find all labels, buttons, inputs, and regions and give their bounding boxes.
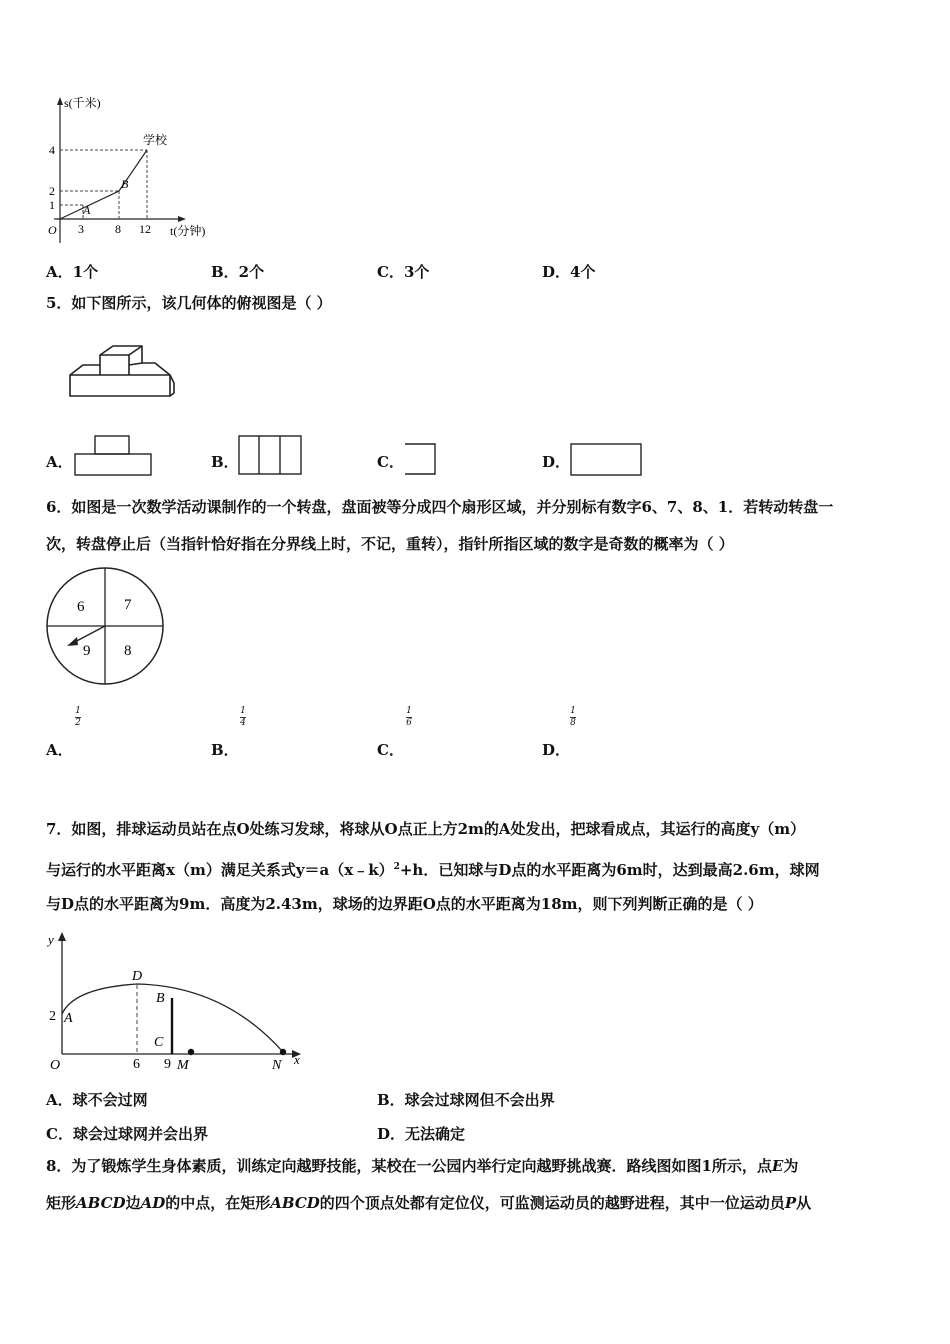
spinner-number: 6 — [77, 599, 85, 615]
fraction — [568, 707, 578, 728]
question-7-text: +h．已知球与D点的水平距离为6m时，达到最高2.6m，球网 — [399, 861, 820, 879]
x-tick-9: 9 — [164, 1057, 171, 1072]
point-c-label: C — [154, 1035, 164, 1050]
point-p: P — [784, 1194, 797, 1212]
numerator: 1 — [406, 706, 412, 716]
point-m-label: M — [177, 1058, 189, 1073]
question-7-line-1: 7．如图，排球运动员站在点O处练习发球，将球从O点正上方2m的A处发出，把球看成点，其运行的高度y（m） — [46, 820, 806, 838]
question-8-text: 8．为了锻炼学生身体素质，训练定向越野技能，某校在一公园内举行定向越野挑战赛．路线图如图1所示，点 — [46, 1157, 772, 1175]
q5-option-b[interactable]: B． — [211, 453, 239, 471]
point-a-label: A — [83, 203, 91, 217]
distance-line — [60, 150, 147, 219]
x-axis-label: t(分钟) — [170, 224, 206, 238]
point-a-label: A — [64, 1011, 73, 1026]
x-label: x — [294, 1052, 300, 1067]
y-axis-arrow — [57, 97, 63, 105]
spinner-number: 8 — [124, 643, 132, 659]
spinner-number: 9 — [83, 643, 91, 659]
option-b-shape — [238, 435, 304, 477]
spinner-number: 7 — [124, 597, 132, 613]
option-b[interactable]: B．2个 — [211, 263, 265, 281]
x-tick-12: 12 — [139, 222, 151, 236]
question-6-line-1: 6．如图是一次数学活动课制作的一个转盘，盘面被等分成四个扇形区域，并分别标有数字6、7、8、1．若转动转盘一 — [46, 498, 834, 516]
fraction — [238, 707, 248, 728]
q6-option-c[interactable]: C． — [377, 741, 404, 759]
superscript: 2 — [393, 862, 400, 872]
denominator: 2 — [75, 718, 81, 728]
x-tick-3: 3 — [78, 222, 84, 236]
question-6-line-2: 次，转盘停止后（当指针恰好指在分界线上时，不记，重转），指针所指区域的数字是奇数的概率为（ ） — [46, 535, 734, 553]
q6-option-b[interactable]: B． — [211, 741, 239, 759]
question-7-line-3: 与D点的水平距离为9m．高度为2.43m，球场的边界距O点的水平距离为18m，则下列判断正确的是（ ） — [46, 895, 763, 913]
origin-label: O — [50, 1058, 61, 1073]
x-tick-6: 6 — [133, 1057, 140, 1072]
point-b-label: B — [156, 991, 165, 1006]
question-8-text: 的中点，在矩形 — [165, 1194, 271, 1212]
school-label: 学校 — [143, 133, 168, 147]
origin-label: O — [48, 223, 57, 237]
pointer-arrow-icon — [67, 637, 78, 646]
question-5-text: 5．如下图所示，该几何体的俯视图是（ ） — [46, 294, 332, 312]
question-8-line-2 — [46, 1185, 811, 1222]
option-d-shape — [570, 443, 644, 477]
q6-option-d[interactable]: D． — [542, 741, 571, 759]
side-name: AD — [140, 1194, 166, 1212]
numerator: 1 — [570, 706, 576, 716]
option-a-shape — [74, 435, 154, 477]
q7-option-c[interactable]: C．球会过球网并会出界 — [46, 1125, 208, 1143]
q5-option-c[interactable]: C． — [377, 453, 404, 471]
point-m — [188, 1049, 194, 1055]
a-value: 2 — [49, 1009, 56, 1024]
numerator: 1 — [75, 706, 81, 716]
volleyball-graph — [44, 928, 314, 1078]
x-tick-8: 8 — [115, 222, 121, 236]
q7-option-a[interactable]: A．球不会过网 — [46, 1091, 148, 1109]
q5-option-a[interactable]: A． — [46, 453, 73, 471]
option-c[interactable]: C．3个 — [377, 263, 430, 281]
question-8-text: 为 — [783, 1157, 799, 1175]
y-tick-4: 4 — [49, 143, 55, 157]
rect-name: ABCD — [76, 1194, 126, 1212]
option-d[interactable]: D．4个 — [542, 263, 596, 281]
spinner-figure — [44, 565, 172, 691]
q7-option-b[interactable]: B．球会过球网但不会出界 — [377, 1091, 555, 1109]
numerator: 1 — [240, 706, 246, 716]
point-n — [280, 1049, 286, 1055]
point-d-label: D — [132, 969, 143, 984]
y-label: y — [48, 932, 54, 947]
point-b-label: B — [121, 177, 129, 191]
denominator: 6 — [406, 718, 412, 728]
denominator: 8 — [570, 718, 576, 728]
q7-option-d[interactable]: D．无法确定 — [377, 1125, 466, 1143]
denominator: 4 — [240, 718, 246, 728]
fraction — [73, 707, 83, 728]
point-e: E — [771, 1157, 784, 1175]
y-axis-label: s(千米) — [64, 96, 101, 110]
point-n-label: N — [272, 1058, 282, 1073]
question-7-line-2 — [46, 849, 820, 889]
question-8-text: 边 — [125, 1194, 141, 1212]
solid-figure — [60, 343, 180, 403]
question-7-text: 与运行的水平距离x（m）满足关系式y＝a（x﹣k） — [46, 861, 394, 879]
question-8-text: 从 — [796, 1194, 812, 1212]
x-axis-arrow — [178, 216, 186, 222]
question-8-line-1 — [46, 1148, 798, 1185]
y-tick-1: 1 — [49, 198, 55, 212]
question-8-text: 矩形 — [46, 1194, 77, 1212]
q6-option-a[interactable]: A． — [46, 741, 73, 759]
option-a[interactable]: A．1个 — [46, 263, 99, 281]
y-tick-2: 2 — [49, 184, 55, 198]
rect-name: ABCD — [270, 1194, 320, 1212]
fraction — [404, 707, 414, 728]
q5-option-d[interactable]: D． — [542, 453, 571, 471]
distance-time-graph — [40, 95, 230, 250]
question-8-text: 的四个顶点处都有定位仪，可监测运动员的越野进程，其中一位运动员 — [319, 1194, 785, 1212]
option-c-shape — [404, 443, 438, 477]
y-axis-arrow — [58, 932, 66, 941]
